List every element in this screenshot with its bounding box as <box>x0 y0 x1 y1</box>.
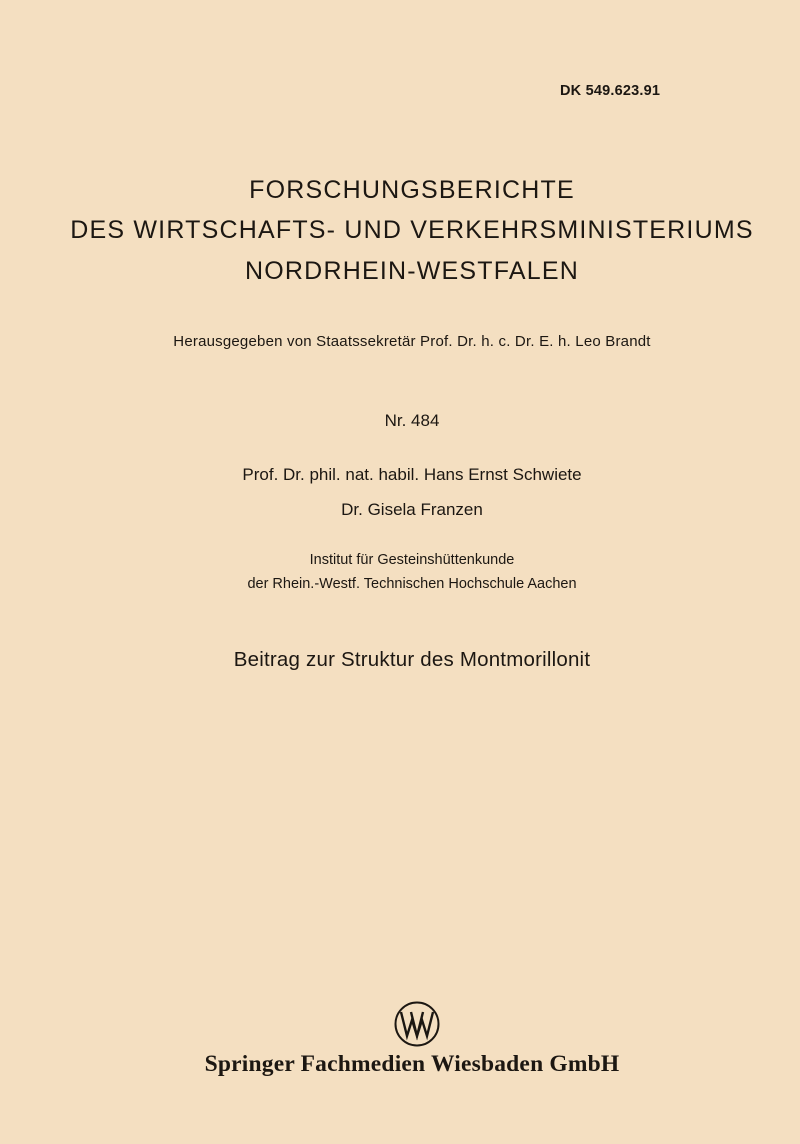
editor-line: Herausgegeben von Staatssekretär Prof. Dr. h. c. Dr. E. h. Leo Brandt <box>173 333 651 350</box>
author-2: Dr. Gisela Franzen <box>341 500 483 519</box>
report-title: Beitrag zur Struktur des Montmorillonit <box>233 648 591 671</box>
series-title-line-1: FORSCHUNGSBERICHTE <box>249 176 575 204</box>
institute-line-1: Institut für Gesteinshüttenkunde <box>309 552 515 568</box>
institute-line-2: der Rhein.-Westf. Technischen Hochschule Aachen <box>247 576 577 592</box>
publisher-w-logo-icon <box>393 1000 441 1048</box>
series-title-line-2: DES WIRTSCHAFTS- UND VERKEHRSMINISTERIUMS <box>70 216 754 244</box>
author-1: Prof. Dr. phil. nat. habil. Hans Ernst Schwiete <box>242 465 582 484</box>
classification-code: DK 549.623.91 <box>560 83 661 99</box>
series-title-line-3: NORDRHEIN-WESTFALEN <box>245 257 579 285</box>
publisher-name: Springer Fachmedien Wiesbaden GmbH <box>204 1051 620 1077</box>
report-number: Nr. 484 <box>384 411 440 430</box>
